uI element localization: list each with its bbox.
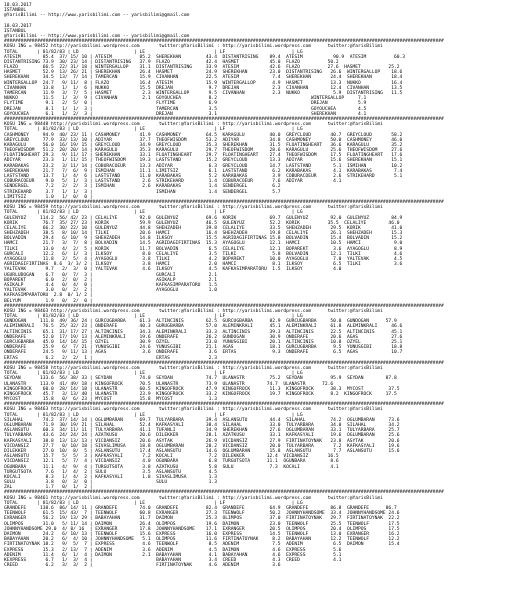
result-row: OGUNBARA 11.1 4/ 9/ 4 | TURGUTSOTA 3.8 AZATKUSU 5.8 SULU 7.3 KOCALI 4.1 bbox=[4, 464, 339, 470]
race-block bbox=[4, 304, 524, 361]
result-row: HAMCI 21.7 3/ 7/ 8 | BOLVADIN 14.5 AGRIDAGIFIRTINAS 15.3 AYAGOGLU 12.1 HAMCI 10.5 HAMCI 9.0 bbox=[4, 241, 403, 247]
result-row: SEYDAN 133.6 56/ 38/ 33 | SEYDAN 74.0 SEYDAN 74.7 ULANASTR 75.2 SEYDAN 95.9 SEYDAN 87.8 bbox=[4, 376, 397, 382]
result-row: DILEKKER 27.0 10/ 8/ 5 | ASLANSUTU 17.4 ASLANSUTU 14.6 OGLUMBARAN 15.8 ASLANSUTU 7.7 ASLANSUTU 15.6 bbox=[4, 448, 400, 454]
separator-line: ############################################################################################################################################################### bbox=[4, 39, 444, 45]
race-block bbox=[4, 490, 524, 568]
result-row: UGURLUDOGAN 6.7 0/ 7/ 3 | GURCALI 2.1 bbox=[4, 272, 217, 278]
result-row: GULENYUZ 114.2 56/ 42/ 23 | CELALIYE 92.0 GULENYUZ 69.6 KORIK 69.7 GULENYUZ 92.0 GULENYUZ 84.9 bbox=[4, 215, 403, 221]
result-row: SULU 3.8 0/ 3/ 0 | SULU 1.3 bbox=[4, 480, 217, 486]
result-row: TULYARBARA 43.6 24/ 24/ 24 | AZATKUSU 20.6 DILEKKER 28.1 AZATKUSU 33.1 KAFKASYALI 19.6 OGLUMBARAN 25.6 bbox=[4, 433, 400, 439]
result-row: SHEHZADEH 38.5 8/ 10/ 14 | TILKI 20.6 HAMCI 16.4 SHEHZADEH 19.8 CELALIYE 26.1 SHEHZADEH 15.3 bbox=[4, 231, 403, 237]
race-block bbox=[4, 200, 524, 304]
race-title: KOSU ING = 98452 http://yarisbilimi.wordpress.com twitter:@YarisBilimi : http://yarisbilimi.wordpress.com twitter:@YarisBilimi bbox=[4, 44, 383, 50]
result-row: GOYOUCHEA 6.1 1/ 2/ 3 | DREJAN 3.1 SHEREKHAN 4.1 bbox=[4, 111, 367, 117]
result-row: SHEREKHAN 21.7 7/ 6/ 9 | ISMIHAN 11.1 LIMITSIZ 6.1 LASTSTAND 6.2 KARABAKAS 4.1 KARABAKAS 7.4 bbox=[4, 168, 403, 174]
result-row: ULANASTR 113.9 41/ 49/ 18 | KINGOFROCK 70.5 ULANASTR 73.9 ULANASTR 74.7 ULANASTR 72.6 bbox=[4, 381, 334, 387]
result-row: GURCALI 12.2 6/ 1/ 3 | ILKSOY 8.0 CELALIYE 3.5 TILKI 5.8 BOLVADIN 12.1 TILKI 4.6 bbox=[4, 251, 403, 257]
result-row: KARABAKAS 23.2 3/ 11/ 14 | COBURACOEUR 13.3 ADIYAR 6.3 GREYCLOUD 14.7 LASTSTAND 5.1 ISMIHAN 10.2 bbox=[4, 163, 403, 169]
result-row: KARAGULU 56.0 16/ 19/ 15 | GREYCLOUD 34.9 GREYCLOUD 35.3 SHEREKHAN 31.5 FLOATINGHEART 36.6 KARAGULU 35.2 bbox=[4, 142, 403, 148]
separator-line: ############################################################################################################################################################### bbox=[4, 360, 444, 366]
result-row: CELALIYE 66.2 30/ 22/ 10 | GULENYUZ 44.8 SHEHZADEH 39.8 CELALIYE 33.5 SHEHZADEH 29.5 KORIK 41.0 bbox=[4, 225, 403, 231]
result-row: CASHMONEY 94.9 40/ 23/ 11 | CASHMONEY 41.9 CASHMONEY 64.5 KARAGULU 40.0 GREYCLOUD 40.7 GREYCLOUD 58.2 bbox=[4, 132, 403, 138]
result-row: ALTINCINIS 65.1 31/ 17/ 27 | ALTINCINIS 34.3 ALEMINKRALI 33.3 ALTINCINIS 39.3 ALTINCINIS 22.5 ALTINCINIS 45.1 bbox=[4, 329, 403, 335]
header-date: 18.03.2017 bbox=[4, 3, 32, 8]
race-title: KOSU ING = 98459 http://yarisbilimi.wordpress.com twitter:@YarisBilimi : http://yarisbilimi.wordpress.com twitter:@YarisBilimi bbox=[4, 205, 383, 211]
result-row: KAFKASIMPARATORU 2.8 0/ 1/ 2 | bbox=[4, 293, 93, 299]
result-row: SHEREKHAN 34.5 13/ 7/ 14 | TAMERCAN 15.9 CIVANHAN 22.5 ATESIM 7.4 SHEREKHAN 24.4 SHEREKHAN 18.4 bbox=[4, 75, 403, 81]
result-row: NUKKO 11.5 1/ 3/ 9 | CIVANHAN 2.1 GOYOUCHEA 8.2 WINTERGALLOP 7.1 bbox=[4, 96, 367, 102]
result-row: YALTEVAK 9.7 2/ 3/ 0 | YALTEVAK 4.6 ILKSOY 4.5 KAFKASIMPARATORU 1.5 ILKSOY 4.0 bbox=[4, 267, 342, 273]
column-header: TOTAL | 81/82/83 | LD | LE | LF | LG bbox=[4, 371, 303, 377]
result-row: FLAZO 66.5 22/ 31/ 18 | WINTERGALLOP 31.1 DISTANTRISING 33.9 ATESIM 42.6 FLAZO 27.6 HASMET 25.2 bbox=[4, 65, 400, 71]
header-date-repeat: 18.03.2017 bbox=[4, 23, 32, 29]
result-row: FLYTIME 9.1 2/ 5/ 0 | FLYTIME 6.9 DREJAN 5.9 bbox=[4, 101, 367, 107]
race-block bbox=[4, 402, 524, 490]
result-row: DREJAN 8.1 1/ 1/ 3 | TAMERCAN 3.5 GOYOUCHEA 4.5 bbox=[4, 106, 367, 112]
result-row: KORIK 76.7 35/ 27/ 23 | KORIK 59.9 GULENYUZ 46.5 GULENYUZ 52.2 KORIK 35.5 CELALIYE 46.0 bbox=[4, 220, 400, 226]
result-row: ASLANSUTU 60.3 34/ 11/ 11 | TULYARBARA 41.1 TUFANLI 34.9 SHEREKHAN 27.6 OGLUMBARAN 33.1 TULYARBARA 25.7 bbox=[4, 428, 400, 434]
result-row: ONDERAFE 52.0 17/ 19/ 13 | ALEMINKRALI 19.6 ONDERAFE 26.2 GUNDOGAN 30.9 ONDERAFE 20.6 AGAS 27.6 bbox=[4, 334, 403, 340]
result-row: HASMET 52.9 13/ 26/ 21 | SHEREKHAN 26.4 HASMET 24.9 SHEREKHAN 23.0 DISTANTRISING 26.6 WINTERGALLOP 18.6 bbox=[4, 70, 403, 76]
result-row: MYCOST 15.8 0/ 6/ 23 | MYCOST 15.8 MYCOST 1.3 bbox=[4, 397, 217, 403]
result-row: KEXPRESS 6.7 1/ 3/ 4 | BABAYAHAN 3.4 CREED 4.3 CREED 4.1 bbox=[4, 557, 342, 563]
result-row: KAFKASYALI 38.8 13/ 13/ 13 | VICDANSIZ 20.6 ASYTAK 26.9 VICDANSIZ 27.9 FIRTINATOYNAK 23.8 ASYTAK 20.6 bbox=[4, 438, 400, 444]
result-row: SENDERGEL 7.2 2/ 2/ 3 | ISMIHAN 2.6 KARABAKAS 1.4 SENDERGEL 6.2 bbox=[4, 184, 281, 190]
column-header: TOTAL | 81/82/83 | LD | LE | LF | LG bbox=[4, 412, 303, 418]
column-header: TOTAL | 81/82/83 | LD | LE | LF | LG bbox=[4, 127, 303, 133]
race-title: KOSU ING = 98463 http://yarisbilimi.wordpress.com twitter:@YarisBilimi : http://yarisbilimi.wordpress.com twitter:@YarisBilimi bbox=[4, 308, 383, 314]
result-row: STRIKEHARD 3.7 1/ 1/ 3 | ISMIHAN 1.4 SENDERGEL 5.7 bbox=[4, 189, 281, 195]
result-row: KINGOFROCK 45.7 3/ 13/ 40 | ULANASTR 23.9 KINGOFROCK 33.2 KINGOFROCK 19.7 KINGOFROCK 8.2 KINGOFROCK 17.5 bbox=[4, 391, 397, 397]
race-title: KOSU ING = 98461 http://yarisbilimi.wordpress.com twitter:@YarisBilimi : http://yarisbilimi.wordpress.com twitter:@YarisBilimi bbox=[4, 495, 383, 501]
result-row: ONDERAFE 24.5 9/ 11/ 13 | AGAS 3.6 ONDERAFE 3.6 ERTAS 9.3 ONDERAFE 6.5 AGAS 10.7 bbox=[4, 350, 403, 356]
result-row: FLOATINGHEART 29.3 9/ 11/ 17 | SHEREKHAN 33.1 FLOATINGHEART 29.7 FLOATINGHEART 27.4 THEOFWISDOM 17.5 FLOATINGHEART 17.6 bbox=[4, 153, 403, 159]
result-row: WINTERGALLOP 24.7 9/ 11/ 8 | FLAZO 16.4 ATESIM 15.9 WINTERGALLOP 4.9 HASMET 13.3 NUKKO 16.4 bbox=[4, 80, 403, 86]
column-header: TOTAL | 81/82/83 | LD | LE | LF | LG bbox=[4, 210, 303, 216]
result-row: ASIKALP 4.4 0/ 4/ 0 | KAFKASIMPARATORU 1.5 bbox=[4, 282, 217, 288]
result-row: EXRANGER 56.2 19/ 13/ 29 | BABAYAHAN 31.7 DAIMON 25.3 OLIMPOS 37.0 FIRTINATOYNAK 29.7 FIRTINATOYNAK 22.2 bbox=[4, 516, 400, 522]
race-title: KOSU ING = 98463 http://yarisbilimi.wordpress.com twitter:@YarisBilimi : http://yarisbilimi.wordpress.com twitter:@YarisBilimi bbox=[4, 407, 383, 413]
race-title: KOSU ING = 98448 http://yarisbilimi.wordpress.com twitter:@YarisBilimi : http://yarisbilimi.wordpress.com twitter:@YarisBilimi bbox=[4, 122, 383, 128]
result-row: OGLUMBARAN 71.9 30/ 19/ 21 | SILAHAL 52.4 KAFKASYALI 38.4 SILAHAL 33.0 TULYARBARA 34.0 SILAHAL 34.2 bbox=[4, 423, 400, 428]
result-row: TURGUTSOTA 7.6 1/ 4/ 2 | SULU 3.5 ASLANSUTU 4.5 bbox=[4, 469, 217, 475]
result-row: ASLANSUTU 15.7 5/ 5/ 3 | KAFKASYALI 7.2 KOCALI 7.2 DILEKKER 12.4 VICDANSIZ 16.5 bbox=[4, 454, 339, 460]
result-row: GREYCLOUD 77.9 33/ 13/ 10 | ADIYAR 37.7 THEOFWISDOM 53.2 ADIYAR 34.8 CASHMONEY 50.0 CASHMONEY 46.0 bbox=[4, 137, 403, 143]
result-row: CREED 6.2 3/ 3/ 2 | FIRTINATOYNAK 4.6 ADENIM 3.6 bbox=[4, 563, 281, 569]
result-row: AGRIDAGIFIRTINAS 8.6 3/ 3/ 2 | ILKSOY 3.8 HAMCI 2.0 HAMCI 8.1 ILKSOY 6.5 TILKI 3.6 bbox=[4, 262, 403, 268]
result-row: EXPRESS 15.3 2/ 13/ 7 | ADENIM 3.6 ADENIM 4.5 DAIMON 4.6 EXPRESS 5.6 bbox=[4, 547, 342, 553]
race-block bbox=[4, 117, 524, 200]
column-header: TOTAL | 81/82/83 | LD | LE | LF | LG bbox=[4, 49, 303, 55]
separator-line: ############################################################################################################################################################### bbox=[4, 402, 444, 408]
result-row: OLIMPOS 31.0 5/ 11/ 14 | DAIMON 26.4 OLIMPOS 19.6 DAIMON 23.0 TEENWOLF 25.5 TEENWOLF 17.5 bbox=[4, 521, 400, 527]
result-row: SILAHAL 74.2 37/ 14/ 14 | OGLUMBARAN 69.7 TULYARBARA 39.4 ASLANSUTU 44.4 SILAHAL 74.2 OGLUMBARAN 73.6 bbox=[4, 417, 400, 423]
result-row: VICDANSIZ 12.1 5/ 7/ 4 | VICDANSIZ 4.0 OGUNBARA 6.8 TURGUTSOTA 11.1 OGUNBARA 8.6 bbox=[4, 459, 339, 465]
result-row: CIVANHAN 13.8 1/ 1/ 6 | NUKKO 15.5 DREJAN 9.7 DREJAN 2.3 CIVANHAN 12.4 CIVANHAN 13.5 bbox=[4, 85, 403, 91]
result-row: YALTEVAK 3.0 0/ 2/ 2 | AYAGOGLU 1.0 bbox=[4, 288, 217, 294]
race-block bbox=[4, 39, 524, 117]
result-row: GUNDOGAN 111.8 49/ 36/ 24 | GURCUGBARBA 61.3 ALTINCINIS 62.5 GURCUGBARBA 82.9 GURCUGBARBA 50.0 GUNDOGAN 57.9 bbox=[4, 319, 397, 325]
result-row: ONDERAFE 25.9 6/ 7/ 21 | YUNUSGIBI 24.6 YUNUSGIBI 21.1 AGAS 18.1 GURCUGBARBA 9.5 YUNUSGIBI 18.8 bbox=[4, 345, 403, 351]
separator-line: ############################################################################################################################################################### bbox=[4, 490, 444, 496]
result-row: THEOFWISDOM 51.2 20/ 20/ 14 | KARAGULU 35.3 KARAGULU 29.7 THEOFWISDOM 28.6 KARAGULU 25.6 THEOFWISDOM 27.6 bbox=[4, 148, 403, 154]
result-row: BELYUM 1.9 0/ 2/ 0 | bbox=[4, 298, 93, 304]
header-city-repeat: ISTANBUL bbox=[4, 28, 27, 34]
result-row: TAMERCAN 11.9 3/ 7/ 5 | HASMET 2.3 WINTERGALLOP 9.5 CIVANHAN 2.3 NUKKO 5.9 DISTANTRISING 11.5 bbox=[4, 91, 403, 96]
result-row: KOCALI 8.3 1/ 4/ 2 | KAFKASYALI 1.8 SIVASLIMUSA 1.3 bbox=[4, 474, 217, 480]
result-row: ZAL 1.7 0/ 1/ 2 | bbox=[4, 485, 93, 491]
separator-line: ############################################################################################################################################################### bbox=[4, 116, 444, 122]
result-row: ADIYAR 23.3 1/ 11/ 15 | THEOFWISDOM 19.3 LASTSTAND 15.2 GREYCLOUD 13.3 ADIYAR 15.6 SHEREKHAN 15.1 bbox=[4, 158, 403, 164]
result-row: ATESIM 85.4 37/ 15/ 10 | ATESIM 85.2 SHEREKHAN 43.4 DISTANTRISING 89.4 ATESIM 90.9 ATESIM 60.3 bbox=[4, 54, 406, 60]
separator-line: ############################################################################################################################################################### bbox=[4, 303, 444, 309]
header-city: ISTANBUL bbox=[4, 8, 27, 14]
result-row: LASTSTAND 13.7 1/ 4/ 6 | LASTSTAND 11.0 KARABAKAS 5.2 KARABAKAS 3.9 COBURACOEUR 2.6 STRIKEHARD 5.1 bbox=[4, 174, 403, 179]
result-row: AYAGOGLU 11.8 2/ 5/ 4 | AYAGOGLU 3.8 TILKI 4.2 BOPAREKT 10.0 AYAGOGLU 7.0 YALTEVAK 4.5 bbox=[4, 257, 403, 262]
result-row: ADENIM 11.4 6/ 1/ 4 | DAIMON 2.1 BABAYAHAN 4.1 BABAYAHAN 4.6 EXPRESS 5.1 bbox=[4, 552, 342, 558]
result-row: DAIMON 24.2 6/ 10/ 13 | TEENWOLF 15.6 EXPRESS 16.0 EXPRESS 14.5 TEENWOLF 13.0 EXRANGER 16.2 bbox=[4, 531, 400, 537]
result-row: VICDANSIZ 27.7 0/ 10/ 18 | SIVASLIMUSA 18.8 OGLUMBARAN 20.2 VICDANSIZ 20.0 TULYARBARA 7.2 KAFKASYALI 19.6 bbox=[4, 443, 400, 449]
result-row: ERTAS 6.2 2/ 2/ 1 | ERTAS 2.3 bbox=[4, 355, 217, 361]
result-row: GRANDEFE 138.6 86/ 14/ 11 | GRANDEFE 74.0 GRANDEFE 82.4 GRANDEFE 64.9 GRANDEFE 86.8 GRANDEFE 86.7 bbox=[4, 506, 397, 511]
result-row: TILKI 13.0 4/ 2/ 5 | KORIK 11.7 BOLVADIN 6.5 CELALIYE 12.1 BOPAREKT 3.6 AYAGOGLU 8.9 bbox=[4, 246, 403, 252]
result-row: JOHNNYHANDSOME 29.0 4/ 8/ 16 | EXRANGER 17.8 JOHNNYHANDSOME 17.1 EXRANGER 20.5 OLIMPOS 20.4 OLIMPOS 17.5 bbox=[4, 526, 400, 532]
header-credit-repeat: @YarisBilimi -- http://www.yarisbilimi.com -- yarisbilimi@gmail.com bbox=[4, 33, 190, 39]
result-row: BOPAREKT 6.0 2/ 0/ 2 | ASIKALP 2.1 bbox=[4, 277, 217, 283]
race-blocks bbox=[4, 39, 524, 568]
race-title: KOSU ING = 98458 http://yarisbilimi.wordpress.com twitter:@YarisBilimi : http://yarisbilimi.wordpress.com twitter:@YarisBilimi bbox=[4, 365, 383, 371]
result-row: BOLVADIN 29.4 6/ 10/ 9 | SHEHZADEH 14.8 ILKSOY 15.5 AGRIDAGIFIRTINAS 15.8 BOLVADIN 15.4 BOLVADIN 15.2 bbox=[4, 236, 403, 242]
race-block bbox=[4, 361, 524, 403]
result-row: FIRTINATOYNAK 18.2 9/ 5/ 7 | EXPRESS 4.6 TEENWOLF 8.5 ADENIM 7.5 ADENIM 6.5 DAIMON 15.4 bbox=[4, 542, 400, 548]
result-row: GURCUGBARBA 45.0 14/ 14/ 15 | OZYEL 30.9 OZYEL 23.0 YUNUSGIBI 20.1 ALTINCINIS 10.8 OZYEL 25.1 bbox=[4, 340, 403, 345]
result-row: BABAYAHAN 20.2 6/ 4/ 10 | JOHNNYHANDSOME 5.1 OLIMPOS 11.6 FIRTINATOYNAK 8.2 BABAYAHAN 12.2 TEENWOLF 12.2 bbox=[4, 537, 400, 543]
result-row: KINGOFROCK 60.0 28/ 14/ 18 | ULANASTR 60.5 KINGOFROCK 47.9 KINGOFROCK 11.3 KINGOFROCK 38.3 MYCOST 37.5 bbox=[4, 386, 400, 392]
result-row: DISTANTRISING 73.9 30/ 23/ 14 | DISTANTRISING 37.9 FLAZO 42.4 HASMET 45.0 FLAZO 50.2 bbox=[4, 59, 339, 65]
header-credit: @YarisBilimi -- http://www.yarisbilimi.com -- yarisbilimi@gmail.com bbox=[4, 13, 190, 19]
column-header: TOTAL | 81/82/83 | LD | LE | LF | LG bbox=[4, 500, 303, 506]
result-row: TEENWOLF 61.5 15/ 43/ 7 | TEENWOLF 60.8 EXRANGER 27.3 TEENWOLF 50.2 JOHNNYHANDSOME 33.4 JOHNNYHANDSOME 24.6 bbox=[4, 511, 400, 517]
column-header: TOTAL | 81/82/83 | LD | LE | LF | LG bbox=[4, 314, 303, 320]
result-row: COBURACOEUR 9.0 5/ 1/ 3 | LASTSTAND 2.6 STRIKEHARD 1.4 COBURACOEUR 7.6 ADIYAR 4.1 bbox=[4, 179, 342, 185]
separator-line: ############################################################################################################################################################### bbox=[4, 199, 444, 205]
result-row: LIMITSIZ 1.0 1/ 0/ 0 | bbox=[4, 194, 93, 200]
result-row: ALEMINKRALI 76.5 25/ 32/ 23 | ONDERAFE 40.3 GURUGBARBA 57.0 ALEMINKRALI 45.1 ALEMINKRALI 61.8 ALEMINKRALI 46.6 bbox=[4, 324, 403, 330]
